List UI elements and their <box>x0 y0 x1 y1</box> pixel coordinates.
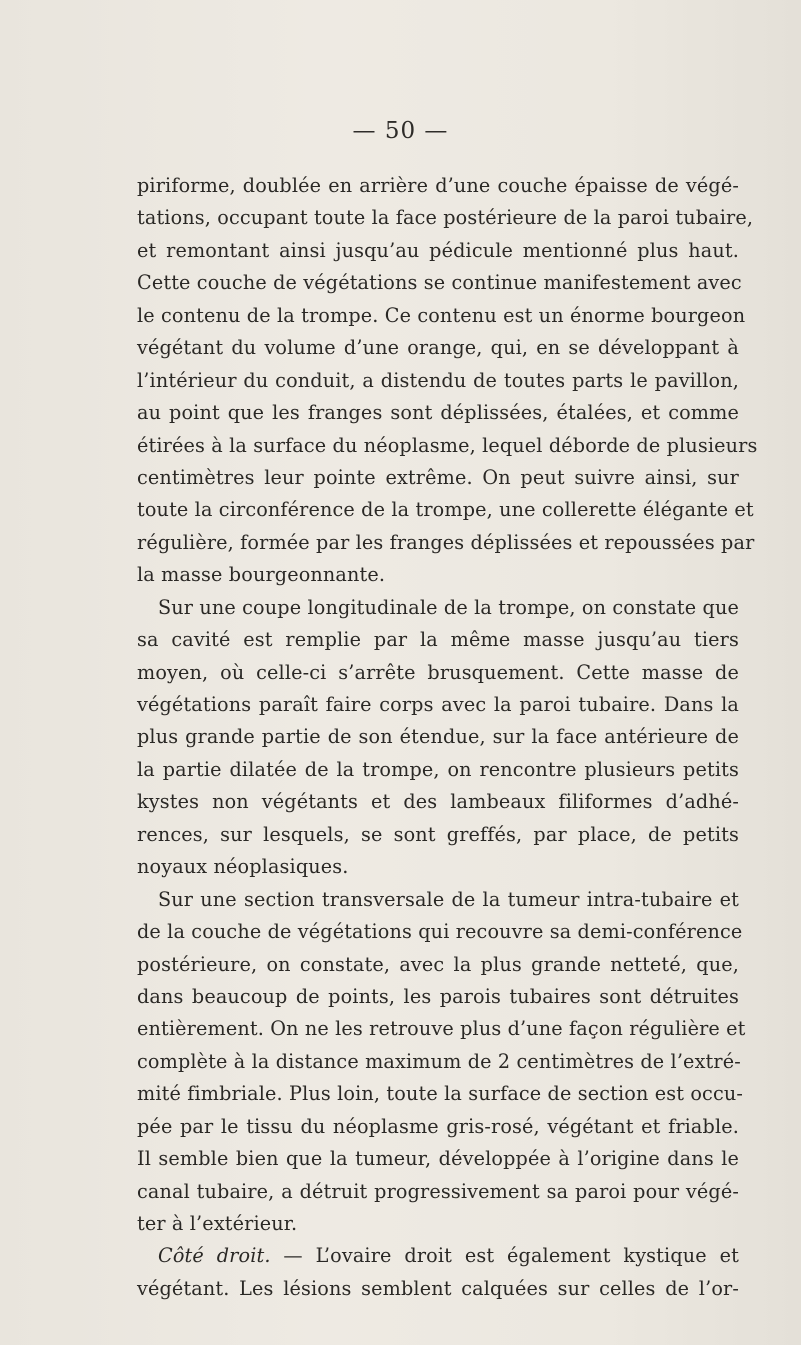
text-line: pée par le tissu du néoplasme gris-rosé, végétant et friable. <box>137 1114 739 1138</box>
text-line: moyen, où celle-ci s’arrête brusquement. Cette masse de <box>137 660 739 684</box>
text-line: au point que les franges sont déplissées, étalées, et comme <box>137 401 739 425</box>
section-heading-italic: Côté droit. <box>158 1244 271 1268</box>
text-line: la partie dilatée de la trompe, on rencontre plusieurs petits <box>137 757 739 781</box>
text-line: dans beaucoup de points, les parois tubaires sont détruites <box>137 984 739 1008</box>
text-line: Sur une section transversale de la tumeur intra-tubaire et <box>158 887 739 911</box>
text-line: toute la circonférence de la trompe, une collerette élégante et <box>137 498 754 522</box>
text-line: canal tubaire, a détruit progressivement sa paroi pour végé- <box>137 1179 739 1203</box>
text-line: végétant du volume d’une orange, qui, en se développant à <box>137 336 739 360</box>
text-line: l’intérieur du conduit, a distendu de toutes parts le pavillon, <box>137 368 739 392</box>
text-line: de la couche de végétations qui recouvre sa demi-conférence <box>137 920 743 944</box>
text-line: Cette couche de végétations se continue manifestement avec <box>137 271 742 295</box>
text-line: et remontant ainsi jusqu’au pédicule mentionné plus haut. <box>137 238 739 262</box>
text-line: complète à la distance maximum de 2 centimètres de l’extré- <box>137 1049 741 1073</box>
text-line: tations, occupant toute la face postérieure de la paroi tubaire, <box>137 206 754 230</box>
text-line <box>137 1240 739 1272</box>
text-line: sa cavité est remplie par la même masse jusqu’au tiers <box>137 628 739 652</box>
text-line: végétant. Les lésions semblent calquées sur celles de l’or- <box>137 1276 739 1300</box>
text-line: régulière, formée par les franges déplissées et repoussées par <box>137 530 755 554</box>
text-line: entièrement. On ne les retrouve plus d’une façon régulière et <box>137 1017 746 1041</box>
text-line: Il semble bien que la tumeur, développée à l’origine dans le <box>137 1147 739 1171</box>
text-line: postérieure, on constate, avec la plus grande netteté, que, <box>137 952 739 976</box>
text-line: végétations paraît faire corps avec la paroi tubaire. Dans la <box>137 693 739 716</box>
body-text <box>137 170 758 1305</box>
text-line: étirées à la surface du néoplasme, lequel déborde de plusieurs <box>137 433 758 457</box>
text-line: la masse bourgeonnante. <box>137 563 386 587</box>
text-line: plus grande partie de son étendue, sur la face antérieure de <box>137 725 739 749</box>
text-line: le contenu de la trompe. Ce contenu est un énorme bourgeon <box>137 303 746 327</box>
text-line: kystes non végétants et des lambeaux filiformes d’adhé- <box>137 790 739 814</box>
page-number: — 50 — <box>352 118 449 144</box>
text-line: Sur une coupe longitudinale de la trompe, on constate que <box>158 595 739 619</box>
text-line-rest: — L’ovaire droit est également kystique et <box>270 1244 739 1268</box>
text-line: centimètres leur pointe extrême. On peut suivre ainsi, sur <box>137 465 739 489</box>
text-line: noyaux néoplasiques. <box>137 855 349 879</box>
text-line: mité fimbriale. Plus loin, toute la surface de section est occu- <box>137 1082 743 1106</box>
text-line: ter à l’extérieur. <box>137 1212 298 1235</box>
text-line: piriforme, doublée en arrière d’une couche épaisse de végé- <box>137 174 739 197</box>
text-line: rences, sur lesquels, se sont greffés, par place, de petits <box>137 822 739 846</box>
